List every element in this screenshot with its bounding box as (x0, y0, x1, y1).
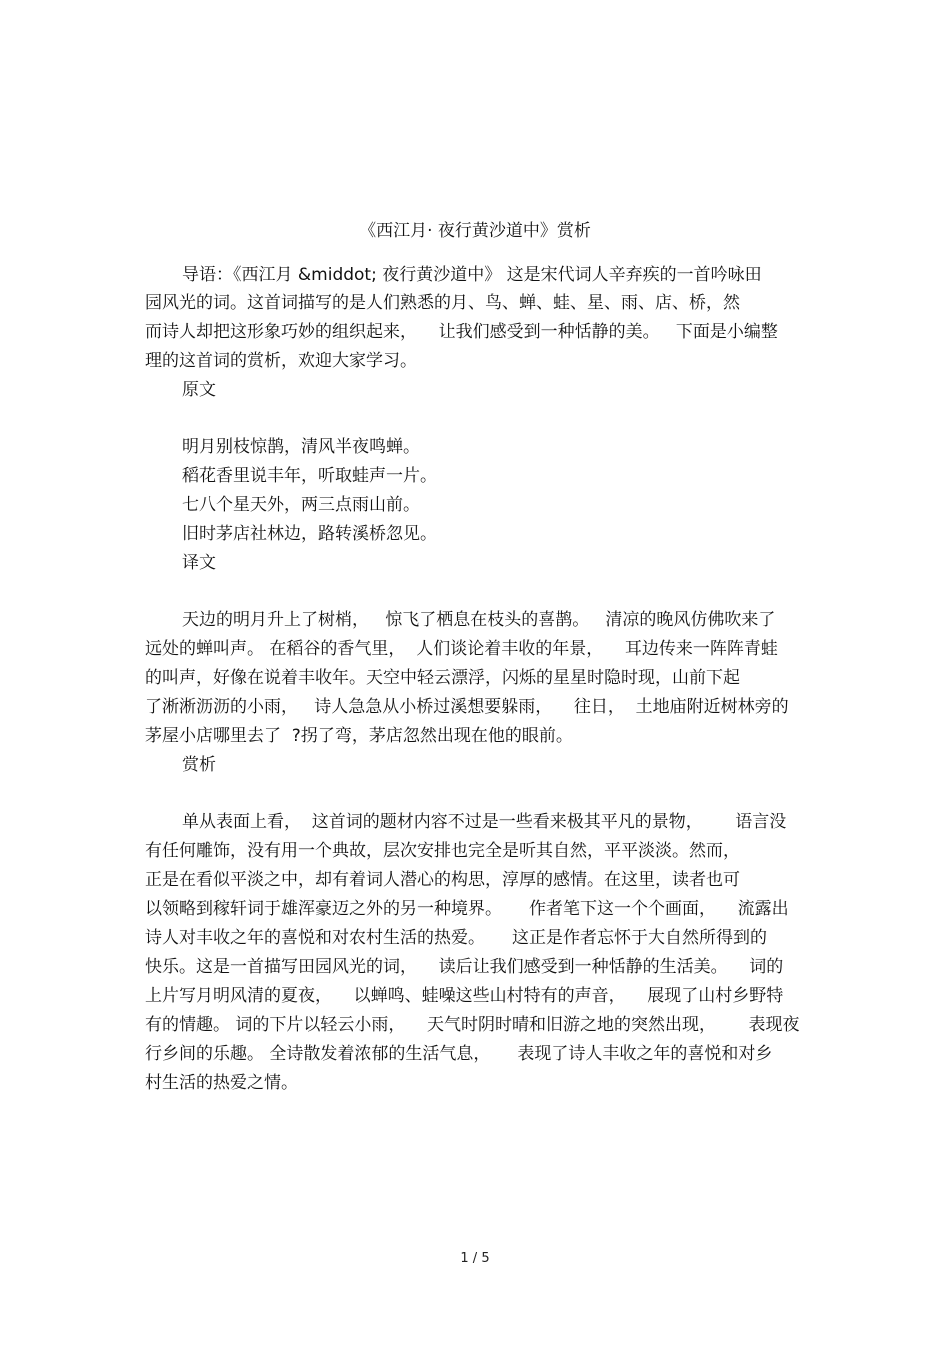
poem-line: 稻花香里说丰年，听取蛙声一片。 (182, 466, 437, 486)
page-number: 1 / 5 (460, 1251, 490, 1266)
poem-line: 旧时茅店社林边，路转溪桥忽见。 (182, 524, 437, 544)
intro-line: 导语：《西江月 &middot; 夜行黄沙道中》 这是宋代词人辛弃疾的一首吟咏田 (182, 265, 762, 285)
poem-line: 七八个星天外，两三点雨山前。 (182, 495, 420, 515)
intro-line: 园风光的词。这首词描写的是人们熟悉的月、鸟、蝉、蛙、星、雨、店、桥，然 (145, 293, 740, 313)
translation-line: 的叫声，好像在说着丰收年。天空中轻云漂浮，闪烁的星星时隐时现，山前下起 (145, 668, 740, 688)
translation-line: 远处的蝉叫声。 在稻谷的香气里， 人们谈论着丰收的年景， 耳边传来一阵阵青蛙 (145, 639, 778, 659)
analysis-line: 上片写月明风清的夏夜， 以蝉鸣、蛙噪这些山村特有的声音， 展现了山村乡野特 (145, 986, 784, 1006)
translation-line: 茅屋小店哪里去了 ?拐了弯，茅店忽然出现在他的眼前。 (145, 726, 573, 746)
analysis-line: 单从表面上看， 这首词的题材内容不过是一些看来极其平凡的景物， 语言没 (182, 812, 787, 832)
analysis-line: 诗人对丰收之年的喜悦和对农村生活的热爱。 这正是作者忘怀于大自然所得到的 (145, 928, 768, 948)
analysis-line: 正是在看似平淡之中，却有着词人潜心的构思，淳厚的感情。在这里，读者也可 (145, 870, 740, 890)
section-heading-translation: 译文 (182, 553, 216, 573)
poem-line: 明月别枝惊鹊，清风半夜鸣蝉。 (182, 437, 420, 457)
intro-line: 而诗人却把这形象巧妙的组织起来， 让我们感受到一种恬静的美。 下面是小编整 (145, 322, 778, 342)
intro-line: 理的这首词的赏析，欢迎大家学习。 (145, 351, 417, 371)
analysis-line: 有任何雕饰，没有用一个典故，层次安排也完全是听其自然，平平淡淡。然而， (145, 841, 740, 861)
analysis-line: 村生活的热爱之情。 (145, 1073, 298, 1093)
document-title: 《西江月· 夜行黄沙道中》赏析 (359, 221, 591, 241)
analysis-line: 快乐。这是一首描写田园风光的词， 读后让我们感受到一种恬静的生活美。 词的 (145, 957, 784, 977)
translation-line: 了淅淅沥沥的小雨， 诗人急急从小桥过溪想要躲雨， 往日， 土地庙附近树林旁的 (145, 697, 789, 717)
analysis-line: 以领略到稼轩词于雄浑豪迈之外的另一种境界。 作者笔下这一个个画面， 流露出 (145, 899, 789, 919)
section-heading-analysis: 赏析 (182, 755, 216, 775)
analysis-line: 有的情趣。 词的下片以轻云小雨， 天气时阴时晴和旧游之地的突然出现， 表现夜 (145, 1015, 800, 1035)
section-heading-original: 原文 (182, 380, 216, 400)
analysis-line: 行乡间的乐趣。 全诗散发着浓郁的生活气息， 表现了诗人丰收之年的喜悦和对乡 (145, 1044, 773, 1064)
translation-line: 天边的明月升上了树梢， 惊飞了栖息在枝头的喜鹊。 清凉的晚风仿佛吹来了 (182, 610, 776, 630)
